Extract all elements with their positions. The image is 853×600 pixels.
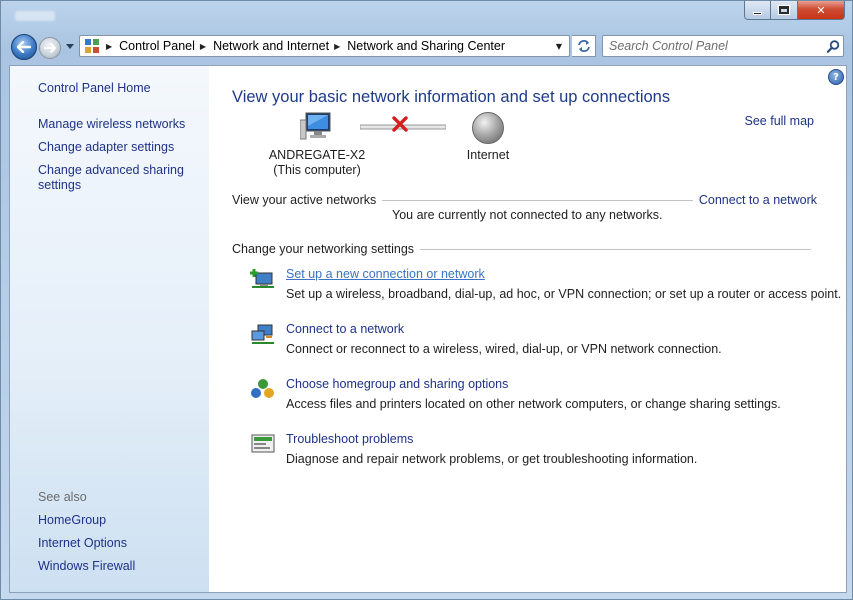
page-title: View your basic network information and set up connections: [232, 88, 671, 106]
homegroup-sharing-description: Access files and printers located on other network computers, or change sharing settings.: [286, 397, 781, 411]
task-connect-network: [250, 322, 820, 362]
computer-icon[interactable]: [300, 112, 334, 142]
minimize-icon: [753, 12, 762, 15]
computer-name: ANDREGATE-X2: [268, 148, 366, 162]
breadcrumb-separator-root[interactable]: ▶: [106, 41, 113, 51]
connect-network-icon: [250, 322, 276, 346]
search-icon[interactable]: [825, 38, 841, 54]
control-panel-icon: [83, 38, 101, 54]
troubleshoot-description: Diagnose and repair network problems, or get troubleshooting information.: [286, 452, 698, 466]
active-networks-label: View your active networks: [232, 193, 377, 207]
refresh-icon: [577, 39, 591, 53]
connect-network-description: Connect or reconnect to a wireless, wired, dial-up, or VPN network connection.: [286, 342, 722, 356]
see-full-map-link[interactable]: See full map: [744, 114, 814, 128]
internet-globe-icon[interactable]: [472, 112, 504, 144]
sidebar: [10, 66, 209, 592]
not-connected-message: You are currently not connected to any networks.: [392, 208, 663, 222]
computer-label: [262, 148, 372, 178]
networking-settings-label: Change your networking settings: [232, 242, 415, 256]
breadcrumb-network-and-sharing-center[interactable]: Network and Sharing Center: [347, 39, 505, 53]
minimize-button[interactable]: [744, 1, 771, 20]
task-troubleshoot: [250, 432, 820, 472]
caption-buttons: [744, 1, 845, 21]
troubleshoot-icon: [250, 432, 276, 456]
sidebar-item-homegroup[interactable]: HomeGroup: [38, 513, 107, 527]
task-homegroup: [250, 377, 820, 417]
internet-label: Internet: [466, 148, 510, 162]
sidebar-item-internet-options[interactable]: Internet Options: [38, 536, 127, 550]
main-panel: [232, 66, 842, 592]
forward-arrow-icon: [44, 43, 56, 53]
breadcrumb-control-panel[interactable]: Control Panel ▶: [119, 39, 207, 53]
active-networks-header: [232, 193, 817, 207]
address-bar[interactable]: [79, 35, 570, 57]
chevron-down-icon: [66, 44, 74, 50]
back-arrow-icon: [17, 41, 31, 53]
homegroup-sharing-link[interactable]: Choose homegroup and sharing options: [286, 377, 509, 391]
address-dropdown-button[interactable]: ▼: [555, 41, 563, 51]
help-button[interactable]: ?: [828, 69, 844, 85]
connect-to-network-link[interactable]: Connect to a network: [698, 193, 817, 207]
setup-connection-description: Set up a wireless, broadband, dial-up, ad hoc, or VPN connection; or set up a router or access point.: [286, 287, 842, 301]
divider: [382, 200, 693, 201]
connect-network-link[interactable]: Connect to a network: [286, 322, 405, 336]
sidebar-item-change-adapter[interactable]: Change adapter settings: [38, 140, 175, 154]
troubleshoot-link[interactable]: Troubleshoot problems: [286, 432, 414, 446]
divider: [420, 249, 811, 250]
breadcrumb-network-and-internet[interactable]: Network and Internet ▶: [213, 39, 341, 53]
maximize-icon: [779, 6, 789, 14]
sidebar-item-advanced-sharing[interactable]: Change advanced sharing settings: [38, 163, 184, 192]
new-connection-icon: [250, 267, 276, 291]
disconnected-x-icon: [392, 116, 408, 132]
content-area: [9, 65, 847, 593]
homegroup-icon: [250, 377, 276, 401]
navigation-bar: [1, 31, 853, 63]
maximize-button[interactable]: [771, 1, 798, 20]
task-new-connection: [250, 267, 842, 307]
close-button[interactable]: [798, 1, 845, 20]
networking-settings-header: [232, 242, 817, 256]
see-also-heading: See also: [38, 490, 87, 504]
window-title-ghost: [15, 11, 55, 21]
sidebar-control-panel-home[interactable]: Control Panel Home: [38, 81, 151, 95]
close-icon: ✕: [816, 3, 826, 17]
search-input[interactable]: [609, 37, 825, 55]
setup-connection-link[interactable]: Set up a new connection or network: [286, 267, 485, 281]
sidebar-item-windows-firewall[interactable]: Windows Firewall: [38, 559, 136, 573]
sidebar-item-manage-wireless[interactable]: Manage wireless networks: [38, 117, 186, 131]
forward-button[interactable]: [39, 37, 61, 59]
back-button[interactable]: [11, 34, 37, 60]
computer-subtitle: (This computer): [273, 163, 361, 177]
search-box[interactable]: [602, 35, 844, 57]
recent-pages-button[interactable]: [65, 41, 75, 53]
network-map: [232, 112, 652, 182]
refresh-button[interactable]: [572, 35, 596, 57]
